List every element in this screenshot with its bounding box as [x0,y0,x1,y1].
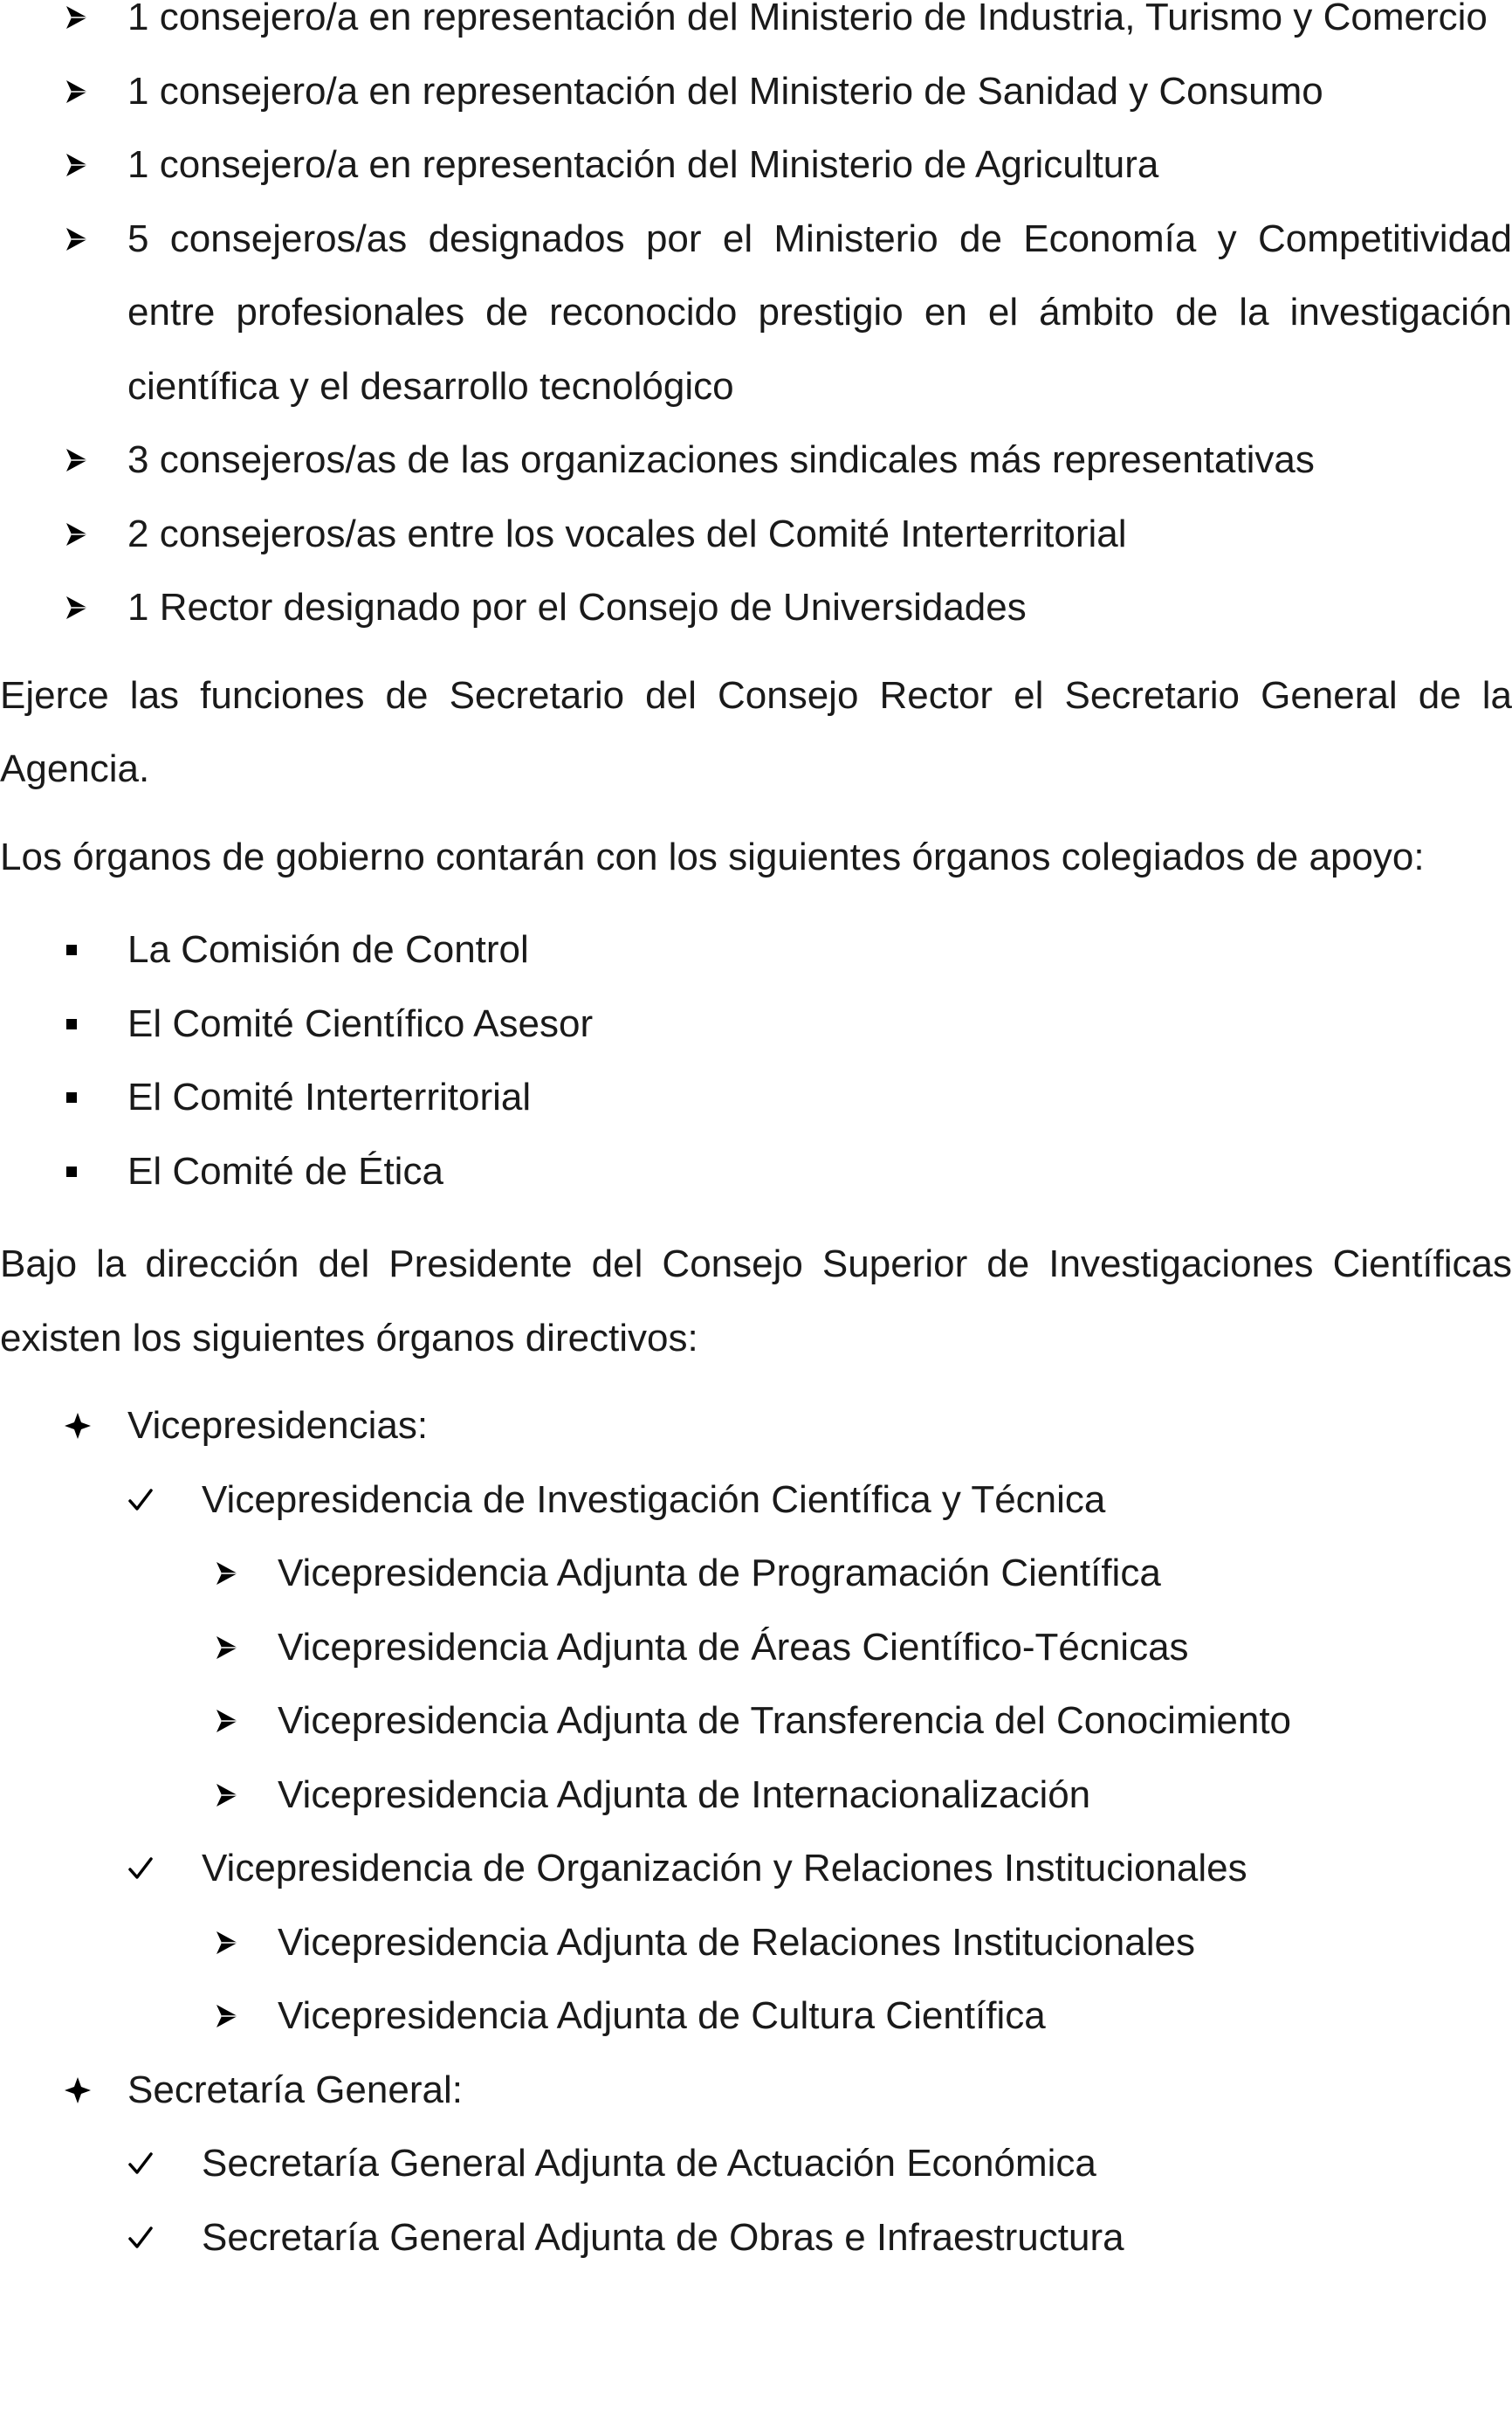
arrow-bullet-icon [63,423,115,498]
arrow-bullet-icon [63,128,115,203]
square-bullet-icon [63,1135,115,1209]
list-item-text: Secretaría General Adjunta de Actuación Económica [202,2142,1096,2185]
list-item [0,988,1512,1062]
diamond-bullet-icon [63,2054,115,2128]
list-item-text: Vicepresidencia de Organización y Relaciones Institucionales [202,1847,1247,1889]
list-item-text: 1 consejero/a en representación del Ministerio de Sanidad y Consumo [127,69,1323,113]
arrow-bullet-icon [213,1759,265,1833]
paragraph-secretario: Ejerce las funciones de Secretario del Consejo Rector el Secretario General de la Agencia. [0,673,1512,790]
list-item-text: 1 consejero/a en representación del Ministerio de Agricultura [127,143,1159,186]
list-item [0,2127,1512,2201]
paragraph-organos-apoyo: Los órganos de gobierno contarán con los siguientes órganos colegiados de apoyo: [0,835,1425,878]
organos-list [0,913,1512,1208]
list-item [0,498,1512,572]
secretaria-label: Secretaría General: [127,2068,463,2111]
list-item [0,128,1512,203]
list-item [0,1979,1512,2054]
check-bullet-icon [127,1832,180,1906]
list-item-text: 3 consejeros/as de las organizaciones sindicales más representativas [127,438,1315,481]
list-item-text: El Comité Interterritorial [127,1076,532,1118]
list-item-text: Secretaría General Adjunta de Obras e Infraestructura [202,2215,1124,2259]
arrow-bullet-icon [63,203,115,277]
list-item [0,55,1512,129]
list-item-text: 2 consejeros/as entre los vocales del Comité Interterritorial [127,512,1127,555]
diamond-bullet-icon [63,1389,115,1463]
check-bullet-icon [127,2127,180,2201]
list-item-text: Vicepresidencia Adjunta de Áreas Científico-Técnicas [278,1625,1189,1669]
list-item-text: 1 Rector designado por el Consejo de Universidades [127,586,1027,629]
list-item [0,1135,1512,1209]
list-item-text: El Comité de Ética [127,1149,443,1193]
arrow-bullet-icon [213,1537,265,1611]
list-item [0,1684,1512,1759]
list-item [0,2054,1512,2128]
square-bullet-icon [63,913,115,988]
arrow-bullet-icon [63,571,115,645]
list-item [0,1611,1512,1685]
arrow-bullet-icon [213,1979,265,2054]
list-item-text: Vicepresidencia Adjunta de Relaciones Institucionales [278,1920,1195,1964]
list-item-text: 5 consejeros/as designados por el Ministerio de Economía y Competitividad entre profesionales de reconocido prestigio en el ámbito de la investigación científica y el desarrollo tecnológico [127,217,1512,408]
vicepresidencias-label: Vicepresidencias: [127,1404,429,1447]
arrow-bullet-icon [213,1906,265,1980]
list-item [0,0,1512,55]
list-item-text: Vicepresidencia Adjunta de Internacionalización [278,1772,1091,1816]
list-item [0,1906,1512,1980]
list-item [0,1759,1512,1833]
arrow-bullet-icon [213,1611,265,1685]
list-item [0,1537,1512,1611]
list-item [0,1061,1512,1135]
list-item-text: Vicepresidencia Adjunta de Cultura Científica [278,1994,1046,2037]
list-item [0,913,1512,988]
square-bullet-icon [63,988,115,1062]
list-item-text: 1 consejero/a en representación del Ministerio de Industria, Turismo y Comercio [127,0,1488,38]
list-item [0,571,1512,645]
list-item-text: Vicepresidencia de Investigación Científica y Técnica [202,1477,1106,1521]
arrow-bullet-icon [213,1684,265,1759]
check-bullet-icon [127,2201,180,2275]
list-item-text: Vicepresidencia Adjunta de Transferencia del Conocimiento [278,1699,1292,1742]
secretaria-section [0,2054,1512,2275]
list-item [0,203,1512,424]
list-item [0,1463,1512,1538]
check-bullet-icon [127,1463,180,1538]
list-item-text: Vicepresidencia Adjunta de Programación Científica [278,1552,1161,1594]
list-item [0,1832,1512,1906]
arrow-bullet-icon [63,0,115,55]
paragraph-direccion: Bajo la dirección del Presidente del Consejo Superior de Investigaciones Científicas existen los siguientes órganos directivos: [0,1242,1512,1359]
vicepresidencias-section [0,1389,1512,2054]
list-item-text: El Comité Científico Asesor [127,1001,594,1045]
list-item [0,423,1512,498]
arrow-bullet-icon [63,55,115,129]
list-item [0,2201,1512,2275]
consejeros-list [0,0,1512,645]
arrow-bullet-icon [63,498,115,572]
square-bullet-icon [63,1061,115,1135]
list-item [0,1389,1512,1463]
list-item-text: La Comisión de Control [127,928,529,971]
